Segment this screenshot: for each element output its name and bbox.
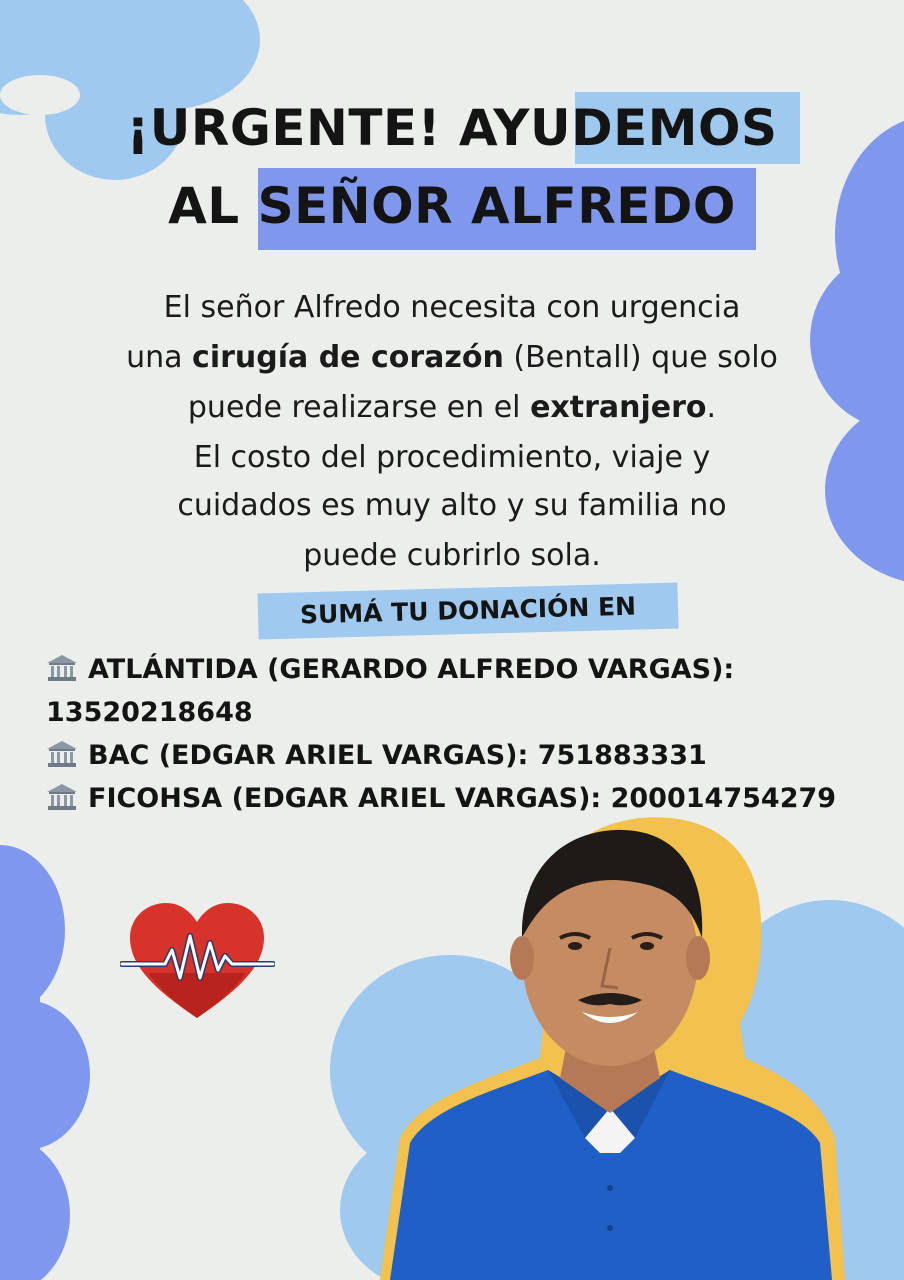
- body-line-6: puede cubrirlo sola.: [303, 538, 601, 573]
- bank-accounts: [46, 648, 896, 820]
- cta-label: SUMÁ TU DONACIÓN EN: [299, 591, 637, 630]
- bank-icon: [46, 783, 78, 811]
- heartbeat-icon: [120, 898, 275, 1023]
- body-emphasis-surgery: cirugía de corazón: [192, 340, 504, 375]
- account-bac: [46, 734, 896, 777]
- body-text: puede realizarse en el: [187, 390, 531, 425]
- body-line-1: El señor Alfredo necesita con urgencia: [163, 290, 741, 325]
- bank-icon: [46, 740, 78, 768]
- account-label: BAC (EDGAR ARIEL VARGAS): 751883331: [88, 740, 707, 771]
- body-line-2: [0, 333, 904, 383]
- body-line-5: cuidados es muy alto y su familia no: [177, 488, 727, 523]
- flower-bottom-left: [0, 845, 90, 1280]
- body-emphasis-abroad: extranjero: [530, 390, 707, 425]
- body-text: (Bentall) que solo: [503, 340, 778, 375]
- portrait-photo: [370, 808, 850, 1280]
- body-text: .: [706, 390, 717, 425]
- body-line-3: [0, 383, 904, 433]
- headline-line-2: AL SEÑOR ALFREDO: [168, 177, 736, 235]
- headline-line-1: ¡URGENTE! AYUDEMOS: [126, 99, 778, 157]
- bank-icon: [46, 654, 78, 682]
- account-label: FICOHSA (EDGAR ARIEL VARGAS): 200014754279: [88, 783, 837, 814]
- account-atlantida: [46, 648, 896, 691]
- body-line-4: El costo del procedimiento, viaje y: [193, 440, 711, 475]
- body-text: una: [126, 340, 193, 375]
- account-number-atlantida: 13520218648: [46, 697, 253, 728]
- account-label: ATLÁNTIDA (GERARDO ALFREDO VARGAS):: [88, 654, 735, 685]
